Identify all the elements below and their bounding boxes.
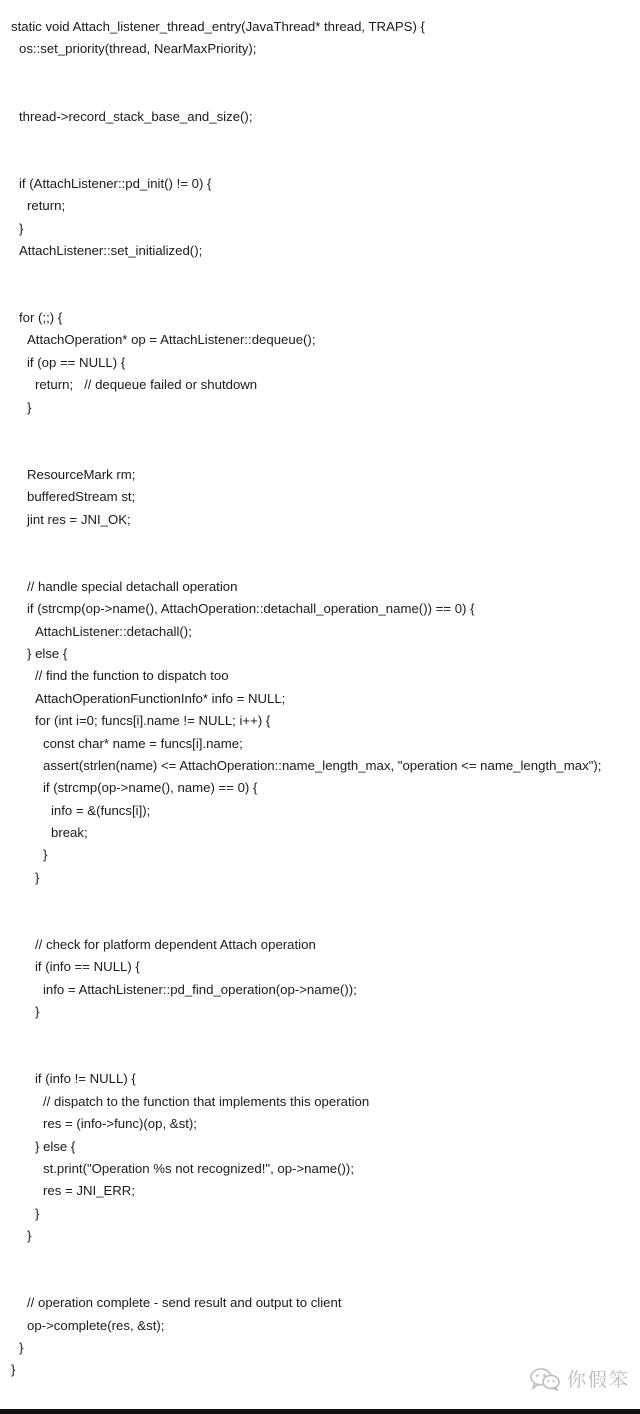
code-line: for (;;) {: [19, 310, 63, 326]
code-line: // find the function to dispatch too: [35, 668, 229, 684]
code-line: }: [43, 847, 48, 863]
code-block: [0, 16, 640, 1382]
blank-line: [0, 419, 640, 441]
code-line: bufferedStream st;: [27, 489, 136, 505]
code-line: st.print("Operation %s not recognized!", op->name());: [43, 1160, 354, 1176]
code-line: if (strcmp(op->name(), name) == 0) {: [43, 780, 258, 796]
code-line: ResourceMark rm;: [27, 466, 136, 482]
code-line: AttachOperation* op = AttachListener::dequeue();: [27, 332, 316, 348]
code-line: // dispatch to the function that implements this operation: [43, 1093, 370, 1109]
code-line: res = JNI_ERR;: [43, 1183, 135, 1199]
blank-line: [0, 553, 640, 575]
blank-line: [0, 150, 640, 172]
blank-line: [0, 128, 640, 150]
bottom-bar: [0, 1409, 640, 1414]
blank-line: [0, 83, 640, 105]
blank-line: [0, 61, 640, 83]
blank-line: [0, 1270, 640, 1292]
code-line: info = AttachListener::pd_find_operation(op->name());: [43, 981, 357, 997]
code-line: }: [35, 869, 40, 885]
code-line: res = (info->func)(op, &st);: [43, 1116, 197, 1132]
code-line: jint res = JNI_OK;: [27, 511, 131, 527]
code-line: } else {: [35, 1138, 76, 1154]
code-line: }: [19, 1340, 24, 1356]
code-line: AttachListener::detachall();: [35, 623, 192, 639]
code-line: const char* name = funcs[i].name;: [43, 735, 243, 751]
code-line: }: [11, 1362, 16, 1378]
code-line: info = &(funcs[i]);: [51, 802, 151, 818]
watermark: [529, 1365, 630, 1392]
code-line: // check for platform dependent Attach operation: [35, 937, 316, 953]
code-line: for (int i=0; funcs[i].name != NULL; i++) {: [35, 713, 271, 729]
code-line: }: [35, 1004, 40, 1020]
code-line: }: [19, 220, 24, 236]
blank-line: [0, 889, 640, 911]
code-line: assert(strlen(name) <= AttachOperation::name_length_max, "operation <= name_length_max");: [43, 757, 602, 773]
code-line: if (strcmp(op->name(), AttachOperation::detachall_operation_name()) == 0) {: [27, 601, 475, 617]
code-line: }: [27, 399, 32, 415]
code-line: } else {: [27, 645, 68, 661]
code-line: }: [35, 1205, 40, 1221]
code-line: // operation complete - send result and output to client: [27, 1295, 342, 1311]
code-line: return;: [27, 198, 66, 214]
blank-line: [0, 1247, 640, 1269]
blank-line: [0, 1024, 640, 1046]
code-line: return; // dequeue failed or shutdown: [35, 377, 258, 393]
wechat-icon: [529, 1367, 561, 1391]
code-line: // handle special detachall operation: [27, 578, 238, 594]
code-line: thread->record_stack_base_and_size();: [19, 108, 253, 124]
blank-line: [0, 441, 640, 463]
code-line: AttachListener::set_initialized();: [19, 242, 203, 258]
blank-line: [0, 262, 640, 284]
code-line: op->complete(res, &st);: [27, 1317, 165, 1333]
code-line: }: [27, 1228, 32, 1244]
code-line: AttachOperationFunctionInfo* info = NULL;: [35, 690, 286, 706]
code-line: if (info == NULL) {: [35, 959, 140, 975]
code-line: if (op == NULL) {: [27, 354, 126, 370]
code-line: os::set_priority(thread, NearMaxPriority);: [19, 41, 257, 57]
code-line: if (AttachListener::pd_init() != 0) {: [19, 175, 212, 191]
code-line: static void Attach_listener_thread_entry(JavaThread* thread, TRAPS) {: [11, 19, 425, 34]
code-line: if (info != NULL) {: [35, 1071, 136, 1087]
watermark-text: 你假笨: [566, 1369, 630, 1391]
blank-line: [0, 1046, 640, 1068]
blank-line: [0, 912, 640, 934]
blank-line: [0, 531, 640, 553]
blank-line: [0, 285, 640, 307]
code-line: break;: [51, 825, 88, 841]
